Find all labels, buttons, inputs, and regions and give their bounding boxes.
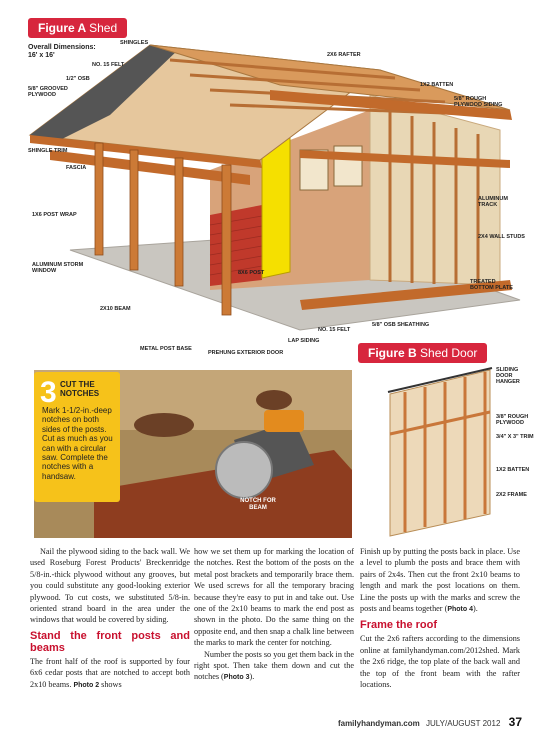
callout-felt-bottom: NO. 15 FELT (318, 327, 351, 333)
photo-3-ref: Photo 3 (223, 674, 250, 682)
col2-paragraph-2-b: ). (249, 672, 255, 682)
callout-door-batten: 1X2 BATTEN (496, 467, 530, 473)
photo-2-ref: Photo 2 (73, 681, 100, 689)
callout-door-trim: 3/4" X 3" TRIM (496, 434, 534, 440)
notch-label: NOTCH FOR BEAM (240, 498, 276, 511)
figure-a-tag-label: Figure A (38, 21, 86, 35)
callout-lap-siding: LAP SIDING (288, 338, 320, 344)
col2-paragraph-2 (194, 649, 354, 684)
saw-handle (264, 410, 304, 432)
step-number: 3 (40, 376, 57, 409)
callout-storm-window: ALUMINUM STORM WINDOW (32, 262, 84, 274)
figure-a-tag-title: Shed (89, 21, 118, 35)
shed-door-illustration (370, 364, 510, 542)
col2-paragraph-1: how we set them up for marking the location of the notches. Rest the bottom of the posts on the metal post brackets and temporarily brace them. We used screws for all the temporary bracing because they're easy to put in and take out. Use one of the 2x10 beams to mark the end post as shown in the photo. Do the same thing on the opposite end, and then snap a chalk line between the marks to mark the center for notching. (194, 547, 354, 648)
overall-dimensions-value: 16' x 16' (28, 52, 55, 59)
saw-blade (216, 442, 272, 498)
col2-paragraph-2-a: Number the posts so you get them back in the right spot. Then take them down and cut the notches ( (194, 649, 354, 682)
col3-paragraph-2: Cut the 2x6 rafters according to the dimensions online at familyhandyman.com/2012shed. Mark the 2x6 ridge, the top plate of the back wall and the top of the front beam with the rafter locations. (360, 634, 520, 690)
article-column-2 (194, 546, 354, 684)
callout-fascia: FASCIA (66, 165, 87, 171)
footer-issue: JULY/AUGUST 2012 (426, 719, 501, 728)
footer-page-number: 37 (508, 715, 522, 729)
step-callout (34, 372, 120, 502)
callout-door-hanger: SLIDING DOOR HANGER (496, 367, 520, 385)
callout-grooved-plywood: 5/8" GROOVED PLYWOOD (28, 86, 68, 98)
hand (134, 413, 194, 437)
heading-frame-roof: Frame the roof (360, 619, 438, 632)
col3-paragraph-1-b: ). (472, 604, 478, 614)
overall-dimensions-label: Overall Dimensions: (28, 44, 96, 51)
figure-b-tag (358, 343, 487, 363)
page-footer (338, 715, 522, 729)
callout-shingle-trim: SHINGLE TRIM (28, 148, 68, 154)
callout-osb-sheathing: 5/8" OSB SHEATHING (372, 322, 430, 328)
col1-paragraph-1: Nail the plywood siding to the back wall. We used Roseburg Forest Products' Breckenridge 5/8-in.-thick plywood without any grooves, but you could substitute any good-looking exterior plywood. To cut costs, we substituted 5/8-in. oriented strand board in the area under the windows that would be covered by siding. (30, 547, 190, 625)
callout-aluminum-track: ALUMINUM TRACK (478, 196, 508, 208)
col1-paragraph-2-end: shows (101, 679, 122, 689)
col3-paragraph-1-a: Finish up by putting the posts back in place. Use a level to plumb the posts and brace them with pairs of 2x4s. Then cut the front 2x10 beams to length and mark the post locations on them. Line the posts up with the marks and screw the posts and beams together ( (360, 547, 520, 614)
callout-treated-plate: TREATED BOTTOM PLATE (470, 279, 513, 291)
shed-illustration (0, 0, 544, 365)
callout-shingles: SHINGLES (120, 40, 149, 46)
callout-batten: 1X2 BATTEN (420, 82, 454, 88)
photo-4-ref: Photo 4 (447, 606, 473, 614)
article-column-3 (360, 546, 520, 690)
figure-b-tag-title: Shed Door (420, 346, 478, 360)
callout-door-plywood: 3/8" ROUGH PLYWOOD (496, 414, 529, 426)
figure-b-tag-label: Figure B (368, 346, 417, 360)
callout-post-base: METAL POST BASE (140, 346, 192, 352)
callout-wall-studs: 2X4 WALL STUDS (478, 234, 525, 240)
heading-front-posts: Stand the front posts and beams (30, 629, 190, 654)
article-column-1 (30, 546, 190, 691)
callout-felt-top: NO. 15 FELT (92, 62, 125, 68)
step-title: CUT THE NOTCHES (60, 380, 100, 398)
callout-door-frame: 2X2 FRAME (496, 492, 527, 498)
callout-post-wrap: 1X6 POST WRAP (32, 212, 77, 218)
callout-osb-half: 1/2" OSB (66, 76, 90, 82)
col1-paragraph-2-text: The front half of the roof is supported by four 6x6 cedar posts that are notched to accept both 2x10 beams. (30, 656, 190, 689)
col3-paragraph-1 (360, 546, 520, 615)
callout-beam: 2X10 BEAM (100, 306, 131, 312)
callout-door: PREHUNG EXTERIOR DOOR (208, 350, 284, 356)
step-body: Mark 1-1/2-in.-deep notches on both sides of the posts. Cut as much as you can with a circular saw. Complete the notches with a handsaw. (42, 406, 113, 481)
footer-site: familyhandyman.com (337, 719, 420, 728)
callout-rough-siding: 5/8" ROUGH PLYWOOD SIDING (454, 96, 503, 108)
callout-post-8x6: 8X6 POST (238, 270, 265, 276)
callout-rafter: 2X6 RAFTER (327, 52, 361, 58)
col1-paragraph-2 (30, 656, 190, 691)
